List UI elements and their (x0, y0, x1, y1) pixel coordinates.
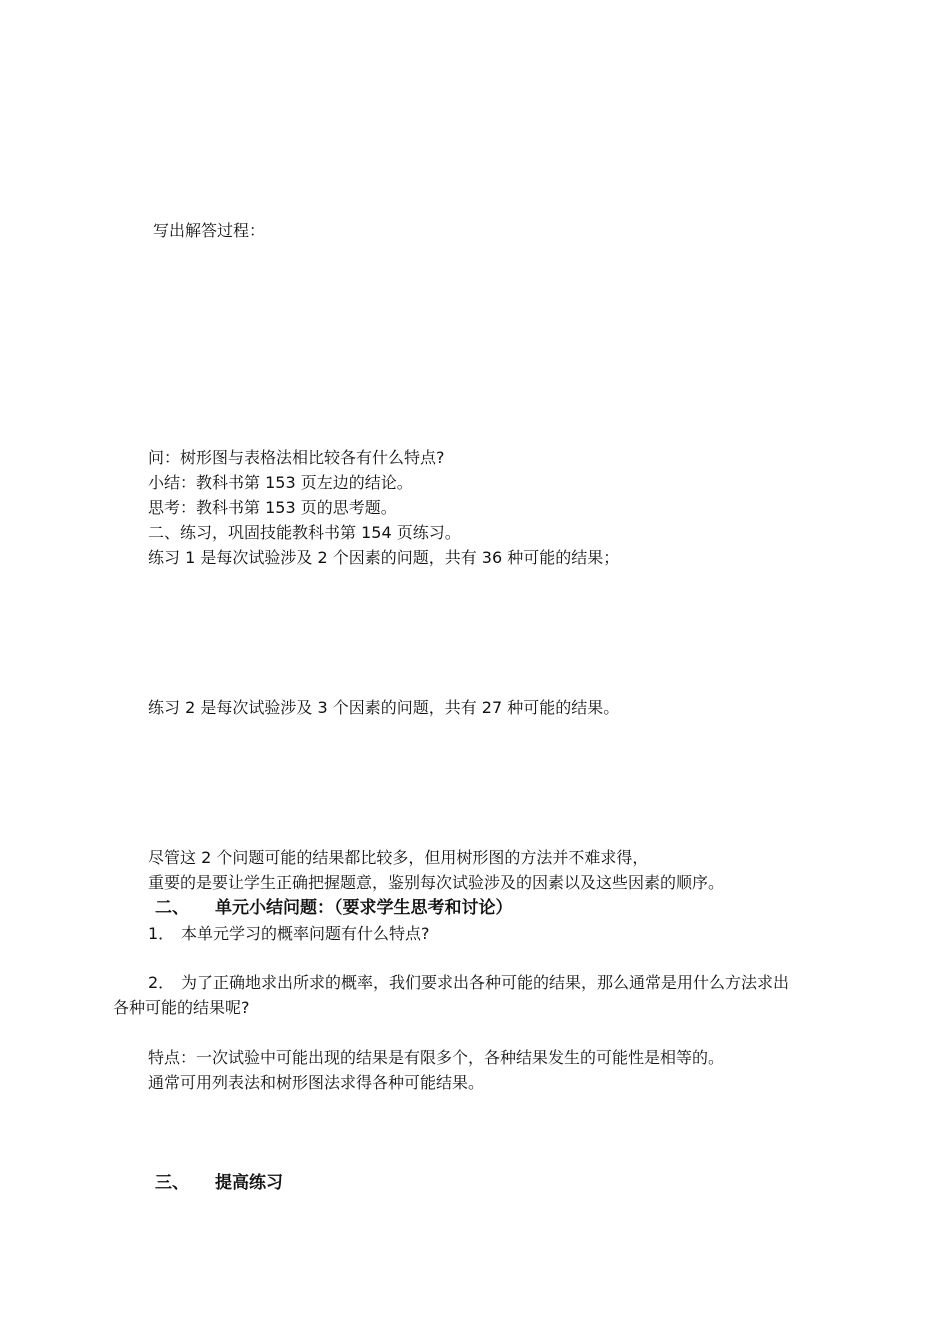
section2-number: 二、 (155, 898, 189, 918)
section3-number: 三、 (155, 1173, 189, 1193)
question2-number: 2． (148, 973, 175, 992)
important-text: 重要的是要让学生正确把握题意，鉴别每次试验涉及的因素以及这些因素的顺序。 (148, 873, 725, 892)
question1-text: 本单元学习的概率问题有什么特点? (181, 924, 430, 943)
section3-title: 提高练习 (215, 1173, 283, 1193)
feature-text: 特点：一次试验中可能出现的结果是有限多个，各种结果发生的可能性是相等的。 (148, 1048, 725, 1067)
question1-number: 1． (148, 924, 175, 943)
although-text: 尽管这 2 个问题可能的结果都比较多，但用树形图的方法并不难求得， (148, 848, 649, 867)
section2-title: 单元小结问题：（要求学生思考和讨论） (215, 898, 513, 918)
practice-heading: 二、练习，巩固技能教科书第 154 页练习。 (148, 523, 461, 542)
write-process-text: 写出解答过程： (153, 221, 266, 240)
think-text: 思考：教科书第 153 页的思考题。 (148, 498, 397, 517)
method-text: 通常可用列表法和树形图法求得各种可能结果。 (148, 1073, 485, 1092)
question2-text: 为了正确地求出所求的概率，我们要求出各种可能的结果，那么通常是用什么方法求出 (181, 973, 790, 992)
practice1-text: 练习 1 是每次试验涉及 2 个因素的问题，共有 36 种可能的结果； (148, 548, 620, 567)
question2-continuation: 各种可能的结果呢? (113, 998, 250, 1017)
question-text: 问：树形图与表格法相比较各有什么特点? (148, 448, 445, 467)
summary-text: 小结：教科书第 153 页左边的结论。 (148, 473, 413, 492)
practice2-text: 练习 2 是每次试验涉及 3 个因素的问题，共有 27 种可能的结果。 (148, 698, 620, 717)
